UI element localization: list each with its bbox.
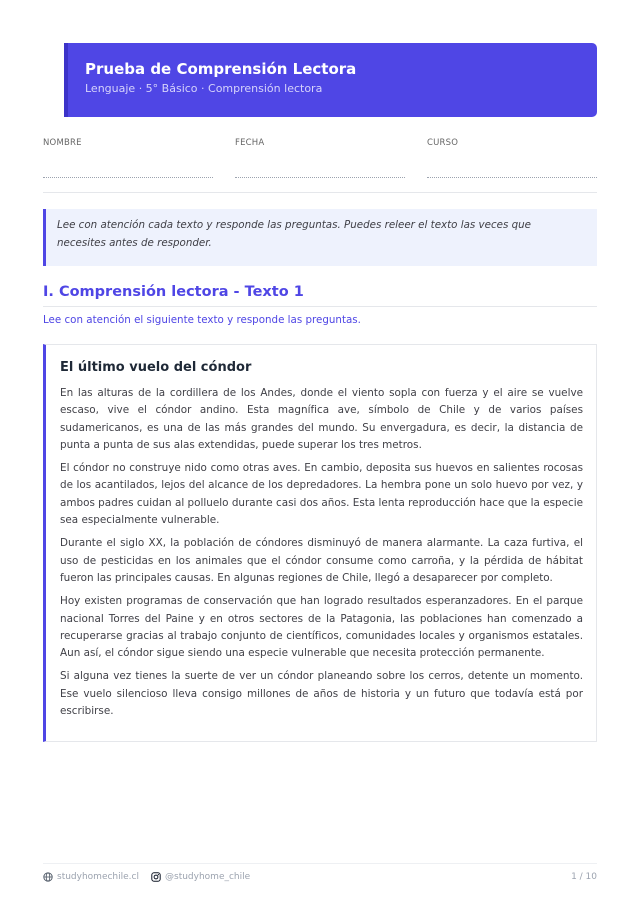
page-subtitle: Lenguaje · 5° Básico · Comprensión lectora [85, 82, 323, 95]
student-info-fields [43, 138, 597, 193]
reading-paragraph: El cóndor no construye nido como otras aves. En cambio, deposita sus huevos en salientes rocosas de los acantilados, lejos del alcance de los depredadores. La hembra pone un solo huevo por vez, y ambos padres cuidan al polluelo durante casi dos años. Esta lenta reproducción hace que la especie sea especialmente vulnerable. [60, 462, 583, 527]
reading-paragraph: Si alguna vez tienes la suerte de ver un cóndor planeando sobre los cerros, detente un momento. Ese vuelo silencioso lleva consigo millones de años de historia y un futuro que todavía está por escribirse. [60, 670, 583, 718]
page-title: Prueba de Comprensión Lectora [85, 60, 357, 78]
footer-website[interactable] [43, 872, 139, 882]
date-field-label: FECHA [235, 138, 265, 148]
worksheet-header [64, 43, 597, 117]
date-field[interactable] [235, 138, 406, 148]
course-field-line[interactable] [427, 177, 597, 178]
reading-paragraph: En las alturas de la cordillera de los Andes, donde el viento sopla con fuerza y el aire se vuelve escaso, vive el cóndor andino. Esta magnífica ave, símbolo de Chile y de varios países sudamericanos, es una de las más grandes del mundo. Su envergadura, es decir, la distancia de punta a punta de sus alas extendidas, puede superar los tres metros. [60, 387, 583, 451]
date-field-line[interactable] [235, 177, 405, 178]
reading-text-box [43, 344, 597, 742]
reading-paragraph: Durante el siglo XX, la población de cóndores disminuyó de manera alarmante. La caza furtiva, el uso de pesticidas en los animales que el cóndor consume como carroña, y la pérdida de hábitat fueron las principales causas. En algunas regiones de Chile, llegó a desaparecer por completo. [60, 537, 583, 584]
instructions-box: Lee con atención cada texto y responde las preguntas. Puedes releer el texto las veces que necesites antes de responder. [43, 209, 597, 266]
section-subtitle: Lee con atención el siguiente texto y responde las preguntas. [43, 314, 361, 326]
course-field[interactable] [427, 138, 598, 148]
website-link[interactable]: studyhomechile.cl [57, 872, 139, 882]
name-field-line[interactable] [43, 177, 213, 178]
instagram-icon [151, 872, 161, 882]
page-number: 1 / 10 [571, 872, 597, 882]
page-footer [43, 863, 597, 890]
reading-title: El último vuelo del cóndor [60, 360, 252, 375]
name-field[interactable] [43, 138, 214, 148]
section-title: I. Comprensión lectora - Texto 1 [43, 282, 597, 307]
footer-instagram[interactable] [151, 872, 250, 882]
course-field-label: CURSO [427, 138, 459, 148]
globe-icon [43, 872, 53, 882]
instagram-handle[interactable]: @studyhome_chile [165, 872, 251, 882]
name-field-label: NOMBRE [43, 138, 82, 148]
reading-paragraph: Hoy existen programas de conservación que han logrado resultados esperanzadores. En el parque nacional Torres del Paine y en otros sectores de la Patagonia, las poblaciones han comenzado a recuperarse gracias al trabajo conjunto de científicos, comunidades locales y organismos estatales. Aun así, el cóndor sigue siendo una especie vulnerable que necesita protección permanente. [60, 595, 583, 660]
